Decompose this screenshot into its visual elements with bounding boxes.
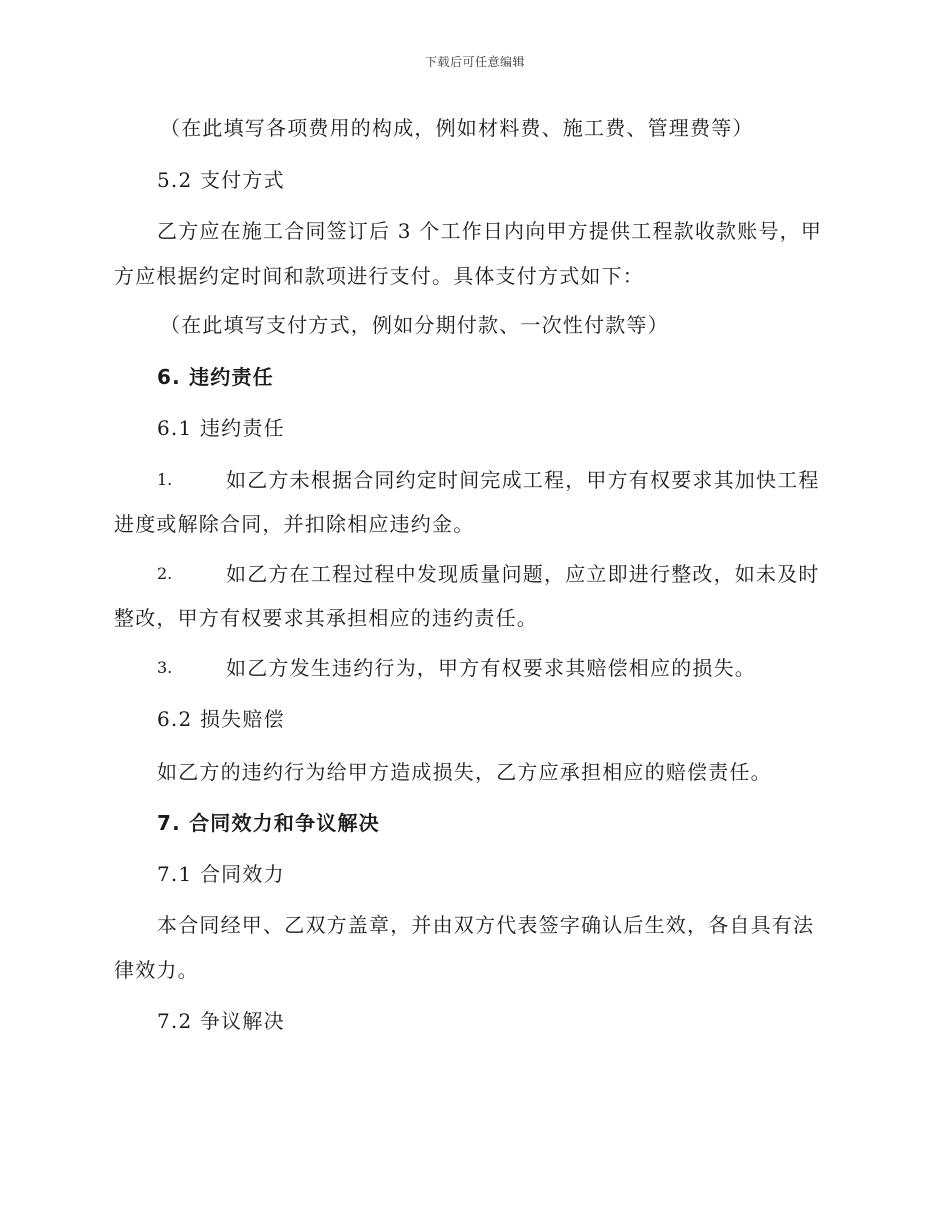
page-header: 下载后可任意编辑: [424, 55, 525, 69]
section-5-2-heading: 5.2 支付方式: [157, 168, 285, 192]
costs-placeholder-note: （在此填写各项费用的构成，例如材料费、施工费、管理费等）: [160, 116, 754, 140]
list-item-2-number: 2.: [157, 564, 173, 583]
section-5-2-paragraph-line-2: 方应根据约定时间和款项进行支付。具体支付方式如下：: [114, 264, 644, 288]
list-item-1-number: 1.: [157, 470, 173, 489]
section-7-2-heading: 7.2 争议解决: [157, 1009, 285, 1033]
section-7-heading: 7. 合同效力和争议解决: [157, 811, 380, 835]
payment-placeholder-note: （在此填写支付方式，例如分期付款、一次性付款等）: [160, 313, 669, 337]
list-item-3-line-1: 如乙方发生违约行为，甲方有权要求其赔偿相应的损失。: [226, 656, 756, 680]
list-item-3-number: 3.: [157, 658, 173, 677]
section-5-2-paragraph-line-1: 乙方应在施工合同签订后 3 个工作日内向甲方提供工程款收款账号，甲: [157, 219, 823, 243]
section-7-1-heading: 7.1 合同效力: [157, 862, 285, 886]
list-item-1-line-2: 进度或解除合同，并扣除相应违约金。: [114, 512, 475, 536]
section-7-1-paragraph-line-2: 律效力。: [114, 958, 199, 982]
list-item-2-line-2: 整改，甲方有权要求其承担相应的违约责任。: [114, 606, 538, 630]
section-6-1-heading: 6.1 违约责任: [157, 416, 285, 440]
section-6-2-paragraph: 如乙方的违约行为给甲方造成损失，乙方应承担相应的赔偿责任。: [157, 760, 772, 784]
section-6-2-heading: 6.2 损失赔偿: [157, 707, 285, 731]
list-item-1-line-1: 如乙方未根据合同约定时间完成工程，甲方有权要求其加快工程: [226, 468, 820, 492]
list-item-2-line-1: 如乙方在工程过程中发现质量问题，应立即进行整改，如未及时: [226, 562, 820, 586]
section-7-1-paragraph-line-1: 本合同经甲、乙双方盖章，并由双方代表签字确认后生效，各自具有法: [157, 913, 815, 937]
section-6-heading: 6. 违约责任: [157, 365, 274, 389]
